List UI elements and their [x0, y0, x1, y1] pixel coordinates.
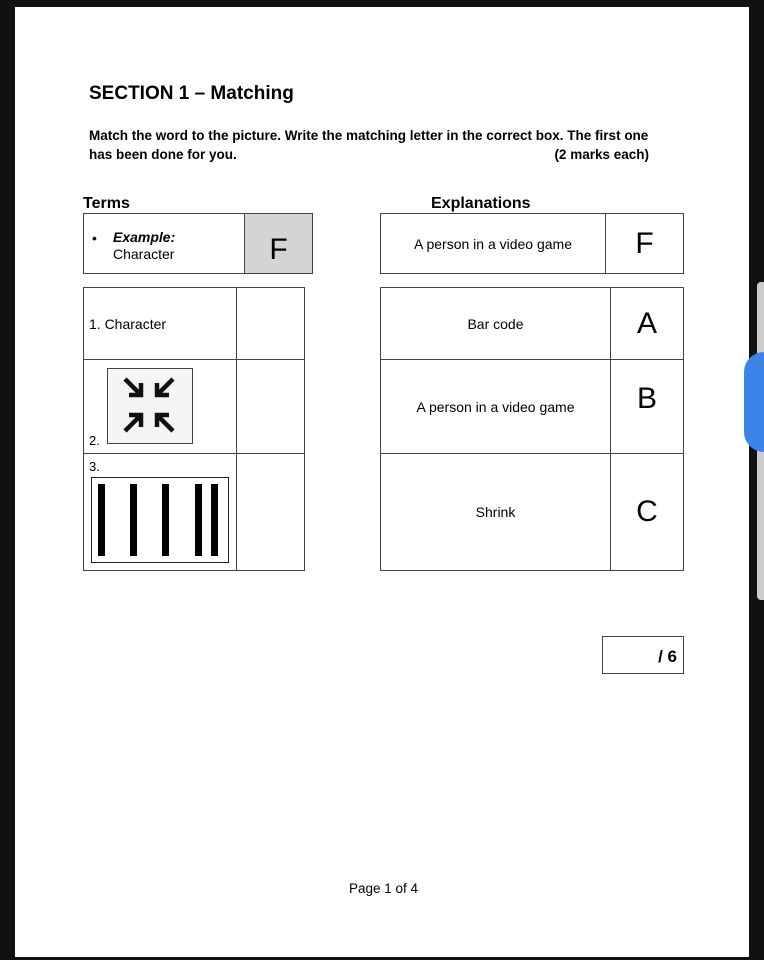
term-2-number: 2. — [89, 433, 100, 448]
example-explanation-letter-cell — [606, 214, 684, 274]
explanation-letter-cell-c — [611, 454, 684, 571]
terms-header: Terms — [83, 195, 130, 212]
explanation-a-text: Bar code — [467, 315, 524, 332]
instructions-line-2: has been done for you. — [89, 147, 237, 162]
explanation-c-text: Shrink — [475, 504, 516, 520]
term-cell-1 — [84, 288, 237, 360]
shrink-arrows-icon — [107, 368, 193, 444]
scrollbar-thumb[interactable] — [744, 352, 764, 452]
example-terms-table — [83, 213, 313, 274]
explanation-cell-a — [381, 288, 611, 360]
table-row — [381, 360, 684, 454]
example-explanation-cell — [381, 214, 606, 274]
score-total: / 6 — [658, 647, 677, 666]
score-box[interactable] — [602, 636, 684, 674]
barcode-icon — [91, 477, 229, 563]
table-row — [381, 288, 684, 360]
table-row — [381, 454, 684, 571]
page-footer: Page 1 of 4 — [349, 881, 419, 896]
term-3-number: 3. — [89, 459, 100, 474]
answer-box-3[interactable] — [237, 454, 305, 571]
term-cell-2 — [84, 360, 237, 454]
example-explanation-letter: F — [635, 226, 654, 260]
explanation-a-letter: A — [636, 306, 657, 340]
instructions-line-1: Match the word to the picture. Write the matching letter in the correct box. The first one — [89, 128, 649, 143]
table-row — [84, 360, 305, 454]
document-page — [15, 7, 749, 957]
explanation-letter-cell-a — [611, 288, 684, 360]
answer-box-1[interactable] — [237, 288, 305, 360]
table-row — [84, 288, 305, 360]
term-1-label: 1. Character — [89, 315, 167, 332]
example-explanation-text: A person in a video game — [414, 235, 572, 252]
explanation-c-letter: C — [636, 495, 658, 528]
term-cell-3 — [84, 454, 237, 571]
example-explanation-table — [380, 213, 684, 274]
explanation-cell-b — [381, 360, 611, 454]
bullet: • — [92, 230, 97, 246]
example-answer: F — [269, 232, 288, 266]
explanations-header: Explanations — [431, 195, 531, 212]
section-title: SECTION 1 – Matching — [89, 83, 294, 104]
answer-box-2[interactable] — [237, 360, 305, 454]
table-row — [84, 454, 305, 571]
explanations-table — [380, 287, 684, 571]
explanation-letter-cell-b — [611, 360, 684, 454]
terms-table — [83, 287, 305, 571]
example-word: Character — [113, 246, 175, 262]
explanation-b-text: A person in a video game — [416, 398, 575, 415]
marks-note: (2 marks each) — [554, 147, 649, 162]
example-label: Example: — [113, 229, 176, 245]
example-answer-box — [245, 214, 313, 274]
instructions — [89, 126, 699, 164]
explanation-b-letter: B — [636, 381, 657, 415]
explanation-cell-c — [381, 454, 611, 571]
example-term-cell — [84, 214, 245, 274]
